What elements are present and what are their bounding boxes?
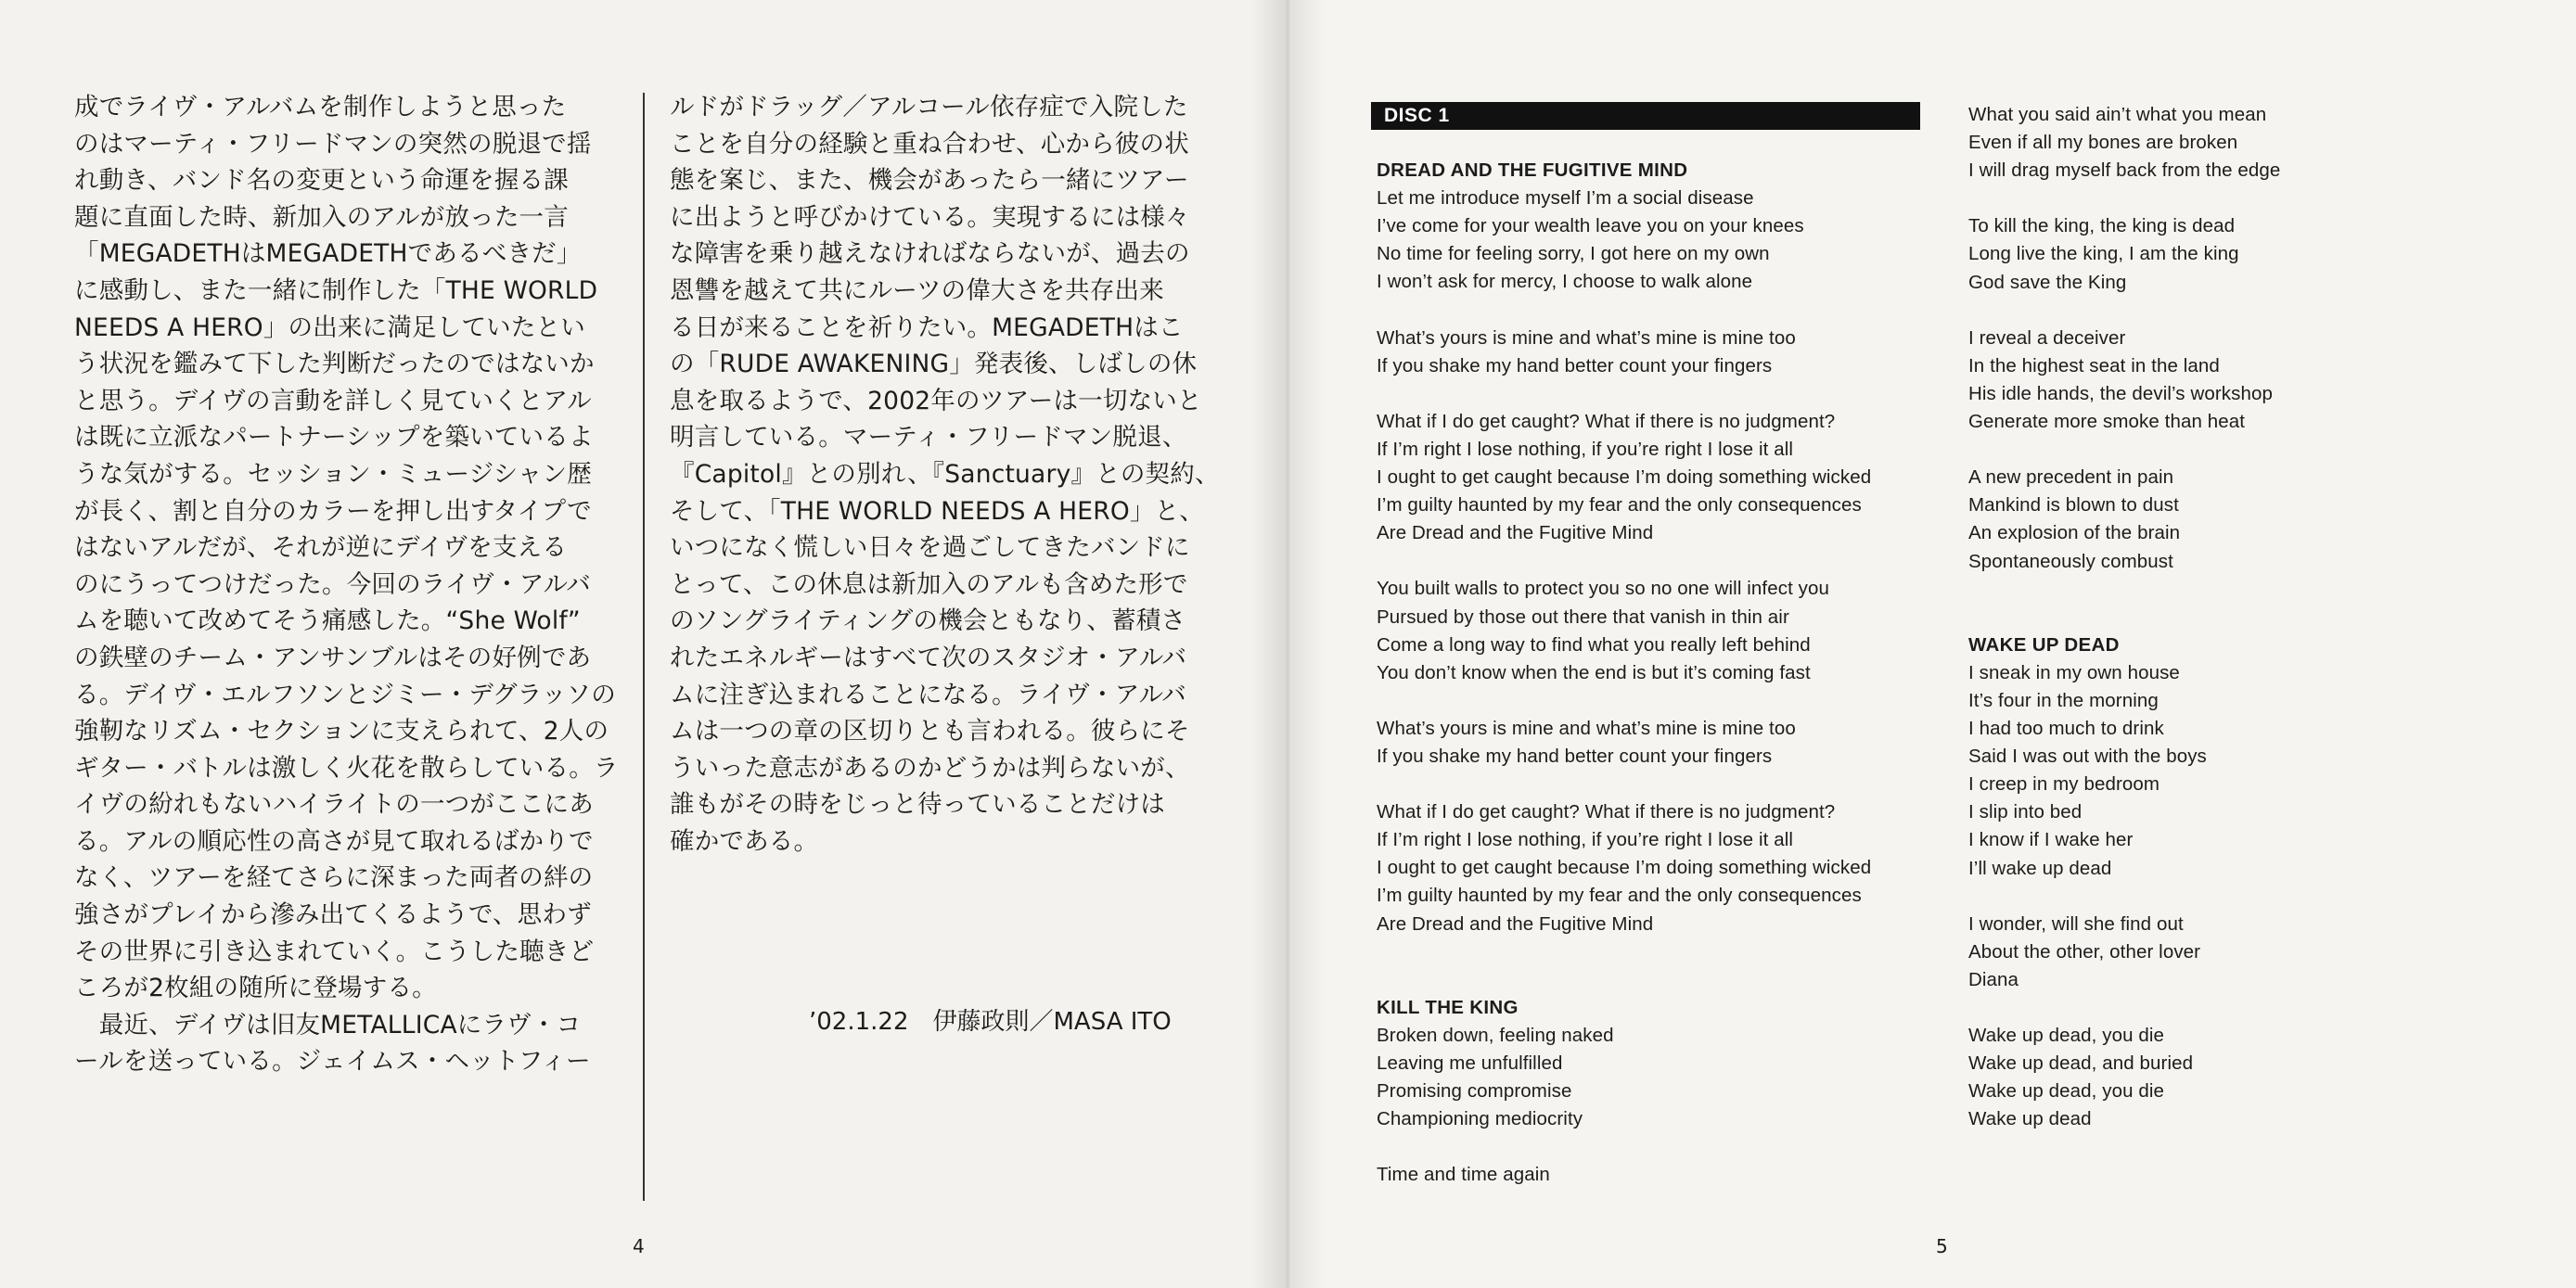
lyric-line: To kill the king, the king is dead	[1968, 215, 2236, 237]
stanza-gap	[1968, 436, 2525, 464]
lyric-line: In the highest seat in the land	[1968, 354, 2220, 376]
text-line: イヴの紛れもないハイライトの一つがここにあ	[74, 790, 594, 820]
lyric-line: If you shake my hand better count your fingers	[1377, 354, 1773, 376]
stanza-gap	[1377, 1133, 1933, 1161]
stanza-gap	[1377, 547, 1933, 575]
text-line: はないアルだが、それが逆にデイヴを支える	[74, 533, 568, 563]
stanza-gap	[1968, 297, 2525, 325]
text-line: ルドがドラッグ／アルコール依存症で入院した	[670, 93, 1188, 121]
lyric-line: If I’m right I lose nothing, if you’re right I lose it all	[1377, 438, 1794, 460]
text-line: ころが2枚組の随所に登場する。	[74, 974, 437, 1003]
lyric-line: Said I was out with the boys	[1968, 746, 2207, 768]
lyric-line: I will drag myself back from the edge	[1968, 159, 2281, 182]
text-line: 明言している。マーティ・フリードマン脱退、	[670, 423, 1187, 453]
lyric-line: If I’m right I lose nothing, if you’re right I lose it all	[1377, 829, 1794, 851]
text-line: のにうってつけだった。今回のライヴ・アルバ	[74, 569, 591, 599]
text-line: 態を案じ、また、機会があったら一緒にツアー	[670, 166, 1189, 196]
lyric-line: Are Dread and the Fugitive Mind	[1377, 912, 1654, 935]
lyric-line: His idle hands, the devil’s workshop	[1968, 382, 2273, 404]
text-line: とって、この休息は新加入のアルも含めた形で	[670, 569, 1188, 599]
lyric-line: Come a long way to find what you really left behind	[1377, 633, 1811, 656]
lyric-line: I know if I wake her	[1968, 829, 2134, 851]
lyric-line: Spontaneously combust	[1968, 550, 2173, 572]
text-line: る。デイヴ・エルフソンとジミー・デグラッソの	[74, 680, 616, 709]
lyric-line: What if I do get caught? What if there is no judgment?	[1377, 801, 1836, 823]
lyric-line: What’s yours is mine and what’s mine is mine too	[1377, 717, 1796, 739]
lyric-line: Championing mediocrity	[1377, 1108, 1583, 1130]
lyric-line: I’ll wake up dead	[1968, 857, 2112, 879]
lyric-line: I had too much to drink	[1968, 718, 2164, 740]
text-line: が長く、割と自分のカラーを押し出すタイプで	[74, 496, 592, 526]
text-line: なく、ツアーを経てさらに深まった両者の絆の	[74, 863, 594, 893]
lyric-line: Leaving me unfulfilled	[1377, 1052, 1563, 1074]
text-line: NEEDS A HERO」の出来に満足していたとい	[74, 312, 585, 342]
lyric-line: An explosion of the brain	[1968, 522, 2181, 544]
lyrics-column-1	[1377, 157, 1933, 1189]
text-line: る日が来ることを祈りたい。MEGADETHはこ	[670, 312, 1184, 342]
text-line: 最近、デイヴは旧友METALLICAにラヴ・コ	[74, 1010, 582, 1039]
text-line: 誰もがその時をじっと待っていることだけは	[670, 790, 1165, 820]
stanza-gap	[1377, 771, 1933, 798]
lyric-line: Diana	[1968, 968, 2019, 990]
page-number-left: 4	[633, 1235, 645, 1257]
stanza-gap	[1377, 966, 1933, 994]
lyric-line: I reveal a deceiver	[1968, 326, 2126, 349]
lyric-line: Are Dread and the Fugitive Mind	[1377, 522, 1654, 544]
lyric-line: I slip into bed	[1968, 801, 2083, 823]
jp-text-column-1	[74, 89, 622, 1080]
text-line: う状況を鑑みて下した判断だったのではないか	[74, 350, 595, 379]
lyric-line: What’s yours is mine and what’s mine is mine too	[1377, 326, 1796, 349]
text-line: の鉄壁のチーム・アンサンブルはその好例であ	[74, 643, 592, 672]
lyric-line: Wake up dead, you die	[1968, 1080, 2165, 1103]
text-line: ギター・バトルは激しく火花を散らしている。ラ	[74, 753, 619, 783]
stanza-gap	[1968, 604, 2525, 631]
lyric-line: No time for feeling sorry, I got here on my own	[1377, 243, 1770, 265]
text-line: 確かである。	[670, 826, 819, 856]
text-line: 『Capitol』との別れ、『Sanctuary』との契約、	[670, 459, 1220, 489]
text-line: 強靭なリズム・セクションに支えられて、2人の	[74, 717, 609, 746]
text-line: る。アルの順応性の高さが見て取れるばかりで	[74, 826, 594, 856]
stanza-gap	[1377, 296, 1933, 324]
text-line: その世界に引き込まれていく。こうした聴きど	[74, 937, 595, 966]
text-line: 強さがプレイから滲み出てくるようで、思わず	[74, 900, 592, 930]
text-line: ールを送っている。ジェイムス・ヘットフィー	[74, 1047, 591, 1077]
text-line: は既に立派なパートナーシップを築いているよ	[74, 423, 594, 453]
lyric-line: Let me introduce myself I’m a social disease	[1377, 187, 1754, 210]
lyric-line: I creep in my bedroom	[1968, 773, 2160, 796]
text-line: いつになく慌しい日々を過ごしてきたバンドに	[670, 533, 1190, 563]
text-line: と思う。デイヴの言動を詳しく見ていくとアル	[74, 386, 592, 415]
text-line: 題に直面した時、新加入のアルが放った一言	[74, 202, 569, 232]
stanza-gap	[1377, 938, 1933, 966]
text-line: ことを自分の経験と重ね合わせ、心から彼の状	[670, 129, 1189, 159]
text-line: に出ようと呼びかけている。実現するには様々	[670, 202, 1190, 232]
text-line: 「MEGADETHはMEGADETHであるべきだ」	[74, 239, 582, 269]
lyric-line: It’s four in the morning	[1968, 689, 2159, 711]
text-line: 息を取るようで、2002年のツアーは一切ないと	[670, 386, 1202, 415]
lyric-line: A new precedent in pain	[1968, 466, 2174, 489]
lyric-line: I’m guilty haunted by my fear and the only consequences	[1377, 885, 1862, 907]
lyric-line: Wake up dead, you die	[1968, 1025, 2165, 1047]
lyrics-column-2	[1968, 101, 2525, 1133]
text-line: そして、「THE WORLD NEEDS A HERO」と、	[670, 496, 1205, 526]
lyric-line: I sneak in my own house	[1968, 661, 2180, 683]
column-divider	[643, 93, 645, 1201]
text-line: ういった意志があるのかどうかは判らないが、	[670, 753, 1190, 783]
lyric-line: About the other, other lover	[1968, 940, 2201, 963]
text-line: な障害を乗り越えなければならないが、過去の	[670, 239, 1190, 269]
text-line: のはマーティ・フリードマンの突然の脱退で揺	[74, 129, 592, 159]
lyric-line: Mankind is blown to dust	[1968, 494, 2179, 516]
song-title: DREAD AND THE FUGITIVE MIND	[1377, 159, 1688, 181]
lyric-line: What if I do get caught? What if there is no judgment?	[1377, 410, 1836, 432]
text-line: れたエネルギーはすべて次のスタジオ・アルバ	[670, 643, 1187, 672]
lyric-line: Broken down, feeling naked	[1377, 1024, 1614, 1046]
lyric-line: Even if all my bones are broken	[1968, 132, 2238, 154]
text-line: のソングライティングの機会ともなり、蓄積さ	[670, 606, 1186, 636]
lyric-line: Wake up dead	[1968, 1108, 2092, 1130]
lyric-line: Long live the king, I am the king	[1968, 243, 2239, 265]
text-line: ムに注ぎ込まれることになる。ライヴ・アルバ	[670, 680, 1186, 709]
lyric-line: I ought to get caught because I’m doing something wicked	[1377, 857, 1872, 879]
lyric-line: I’m guilty haunted by my fear and the only consequences	[1377, 494, 1862, 516]
lyric-line: Generate more smoke than heat	[1968, 411, 2246, 433]
page-number-right: 5	[1936, 1235, 1948, 1257]
lyric-line: Pursued by those out there that vanish in thin air	[1377, 606, 1789, 628]
text-line: れ動き、バンド名の変更という命運を握る課	[74, 166, 569, 196]
stanza-gap	[1377, 380, 1933, 408]
stanza-gap	[1377, 687, 1933, 715]
text-line: ムは一つの章の区切りとも言われる。彼らにそ	[670, 717, 1190, 746]
lyric-line: You built walls to protect you so no one will infect you	[1377, 578, 1830, 600]
stanza-gap	[1968, 994, 2525, 1022]
text-line: ムを聴いて改めてそう痛感した。“She Wolf”	[74, 606, 581, 636]
stanza-gap	[1968, 576, 2525, 604]
text-line: うな気がする。セッション・ミュージシャン歴	[74, 459, 592, 489]
stanza-gap	[1968, 883, 2525, 911]
lyric-line: God save the King	[1968, 271, 2127, 293]
text-line: 恩讐を越えて共にルーツの偉大さを共存出来	[670, 275, 1164, 305]
text-line: に感動し、また一緒に制作した「THE WORLD	[74, 275, 598, 305]
lyric-line: You don’t know when the end is but it’s coming fast	[1377, 661, 1811, 683]
jp-text-column-2	[670, 89, 1220, 860]
lyric-line: I wonder, will she find out	[1968, 912, 2184, 935]
song-title: KILL THE KING	[1377, 996, 1519, 1018]
text-line: 成でライヴ・アルバムを制作しようと思った	[74, 93, 567, 121]
disc-label-bar: DISC 1	[1371, 102, 1920, 130]
lyric-line: Wake up dead, and buried	[1968, 1052, 2194, 1075]
lyric-line: I’ve come for your wealth leave you on your knees	[1377, 215, 1804, 237]
lyric-line: I won’t ask for mercy, I choose to walk alone	[1377, 271, 1753, 293]
lyric-line: I ought to get caught because I’m doing something wicked	[1377, 466, 1872, 489]
author-signature: ’02.1.22 伊藤政則／MASA ITO	[809, 1008, 1172, 1036]
text-line: の「RUDE AWAKENING」発表後、しばしの休	[670, 350, 1198, 379]
lyric-line: If you shake my hand better count your fingers	[1377, 745, 1773, 767]
stanza-gap	[1968, 185, 2525, 212]
song-title: WAKE UP DEAD	[1968, 633, 2120, 656]
lyric-line: What you said ain’t what you mean	[1968, 104, 2267, 125]
lyric-line: Promising compromise	[1377, 1080, 1572, 1103]
lyric-line: Time and time again	[1377, 1164, 1550, 1186]
